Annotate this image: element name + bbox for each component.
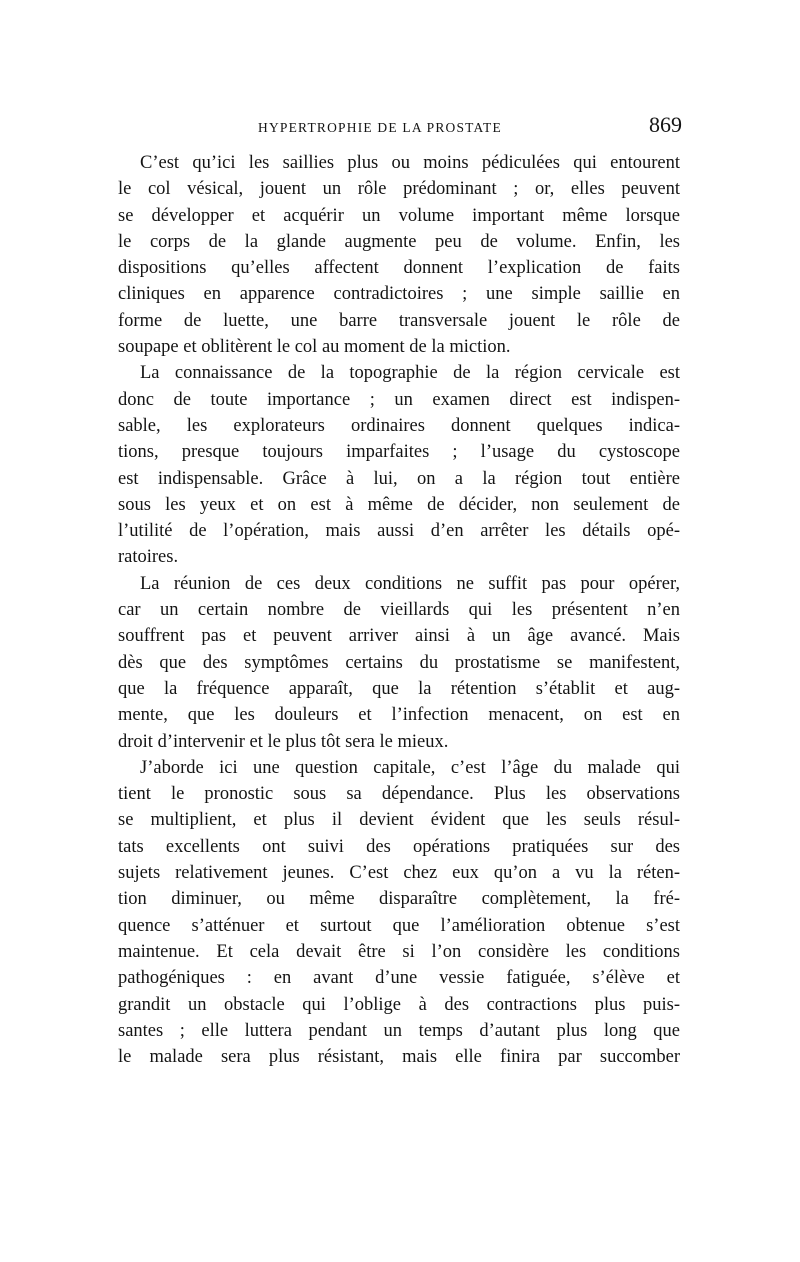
text-line: tient le pronostic sous sa dépendance. Plus les observations	[118, 784, 680, 805]
running-title: HYPERTROPHIE DE LA PROSTATE	[258, 120, 502, 135]
text-line: tion diminuer, ou même disparaître complètement, la fré-	[118, 889, 680, 910]
text-line: donc de toute importance ; un examen direct est indispen-	[118, 389, 680, 410]
text-line: La réunion de ces deux conditions ne suffit pas pour opérer,	[140, 573, 680, 594]
text-line: car un certain nombre de vieillards qui les présentent n’en	[118, 600, 680, 621]
text-line: tions, presque toujours imparfaites ; l’usage du cystoscope	[118, 442, 680, 463]
page-number: 869	[649, 112, 682, 137]
text-line: le corps de la glande augmente peu de volume. Enfin, les	[118, 231, 680, 252]
text-line: se développer et acquérir un volume important même lorsque	[118, 205, 680, 226]
text-line: cliniques en apparence contradictoires ; une simple saillie en	[118, 284, 680, 305]
text-line: sable, les explorateurs ordinaires donnent quelques indica-	[118, 415, 680, 436]
paragraph	[118, 150, 680, 360]
text-line: se multiplient, et plus il devient évident que les seuls résul-	[118, 810, 680, 831]
body-text	[118, 150, 680, 1070]
text-line: souffrent pas et peuvent arriver ainsi à un âge avancé. Mais	[118, 626, 680, 647]
text-line: le col vésical, jouent un rôle prédominant ; or, elles peuvent	[118, 179, 680, 200]
text-line: sous les yeux et on est à même de décider, non seulement de	[118, 494, 680, 515]
text-line: pathogéniques : en avant d’une vessie fatiguée, s’élève et	[118, 968, 680, 989]
text-line: l’utilité de l’opération, mais aussi d’en arrêter les détails opé-	[118, 521, 680, 542]
text-line: droit d’intervenir et le plus tôt sera le mieux.	[118, 731, 449, 752]
running-head	[118, 112, 682, 144]
text-line: le malade sera plus résistant, mais elle finira par succomber	[118, 1047, 680, 1068]
text-line: dès que des symptômes certains du prostatisme se manifestent,	[118, 652, 680, 673]
paragraph	[118, 360, 680, 570]
text-line: mente, que les douleurs et l’infection menacent, on est en	[118, 705, 680, 726]
text-line: ratoires.	[118, 547, 179, 568]
text-line: sujets relativement jeunes. C’est chez eux qu’on a vu la réten-	[118, 863, 680, 884]
text-line: quence s’atténuer et surtout que l’amélioration obtenue s’est	[118, 915, 680, 936]
text-line: La connaissance de la topographie de la région cervicale est	[140, 363, 680, 384]
paragraph	[118, 571, 680, 755]
text-line: est indispensable. Grâce à lui, on a la région tout entière	[118, 468, 680, 489]
paragraph	[118, 755, 680, 1071]
text-line: forme de luette, une barre transversale jouent le rôle de	[118, 310, 680, 331]
text-line: soupape et oblitèrent le col au moment de la miction.	[118, 337, 511, 358]
text-line: que la fréquence apparaît, que la rétention s’établit et aug-	[118, 678, 680, 699]
text-line: dispositions qu’elles affectent donnent l’explication de faits	[118, 258, 680, 279]
text-line: santes ; elle luttera pendant un temps d’autant plus long que	[118, 1020, 680, 1041]
text-line: maintenue. Et cela devait être si l’on considère les conditions	[118, 941, 680, 962]
text-line: tats excellents ont suivi des opérations pratiquées sur des	[118, 836, 680, 857]
text-line: J’aborde ici une question capitale, c’est l’âge du malade qui	[140, 757, 680, 778]
text-line: C’est qu’ici les saillies plus ou moins pédiculées qui entourent	[140, 153, 680, 173]
text-line: grandit un obstacle qui l’oblige à des contractions plus puis-	[118, 994, 680, 1015]
